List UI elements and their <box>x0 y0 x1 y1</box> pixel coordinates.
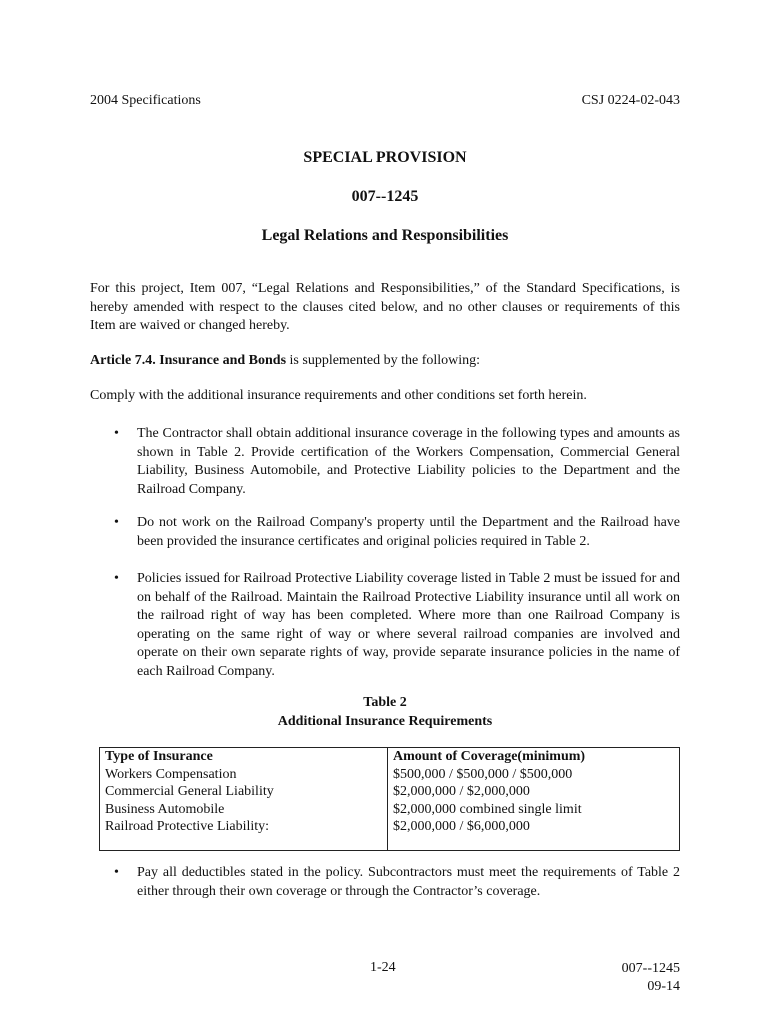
table-caption-number: Table 2 <box>363 695 407 710</box>
bullet-text: Pay all deductibles stated in the policy. Subcontractors must meet the requirements of Table 2 either through their own coverage or through the Contractor’s coverage. <box>137 865 680 899</box>
table-cell: Workers Compensation <box>100 766 388 784</box>
footer-provision-code: 007--1245 <box>621 961 680 976</box>
bullet-icon: • <box>114 865 119 880</box>
title-provision-number: 007--1245 <box>351 188 419 205</box>
table-caption-title: Additional Insurance Requirements <box>277 714 493 729</box>
table-cell: $500,000 / $500,000 / $500,000 <box>393 766 573 782</box>
article-text: is supplemented by the following: <box>286 353 481 368</box>
bullet-item <box>114 514 680 551</box>
table-cell: Railroad Protective Liability: <box>100 818 388 850</box>
footer-date: 09-14 <box>647 979 680 994</box>
table-row <box>100 801 680 819</box>
bullet-text: Do not work on the Railroad Company's property until the Department and the Railroad have been provided the insurance certificates and original policies required in Table 2. <box>137 515 680 549</box>
header-spec-year: 2004 Specifications <box>90 93 201 108</box>
bullet-text: The Contractor shall obtain additional insurance coverage in the following types and amounts as shown in Table 2. Provide certification of the Workers Compensation, Commercial General Liability, Business Automobile, and Protective Liability policies to the Department and the Railroad Company. <box>137 426 680 497</box>
footer-page-number: 1-24 <box>370 960 396 975</box>
bullet-item <box>114 570 680 681</box>
table-row <box>100 766 680 784</box>
bullet-item <box>114 864 680 901</box>
table-row <box>100 818 680 850</box>
comply-paragraph: Comply with the additional insurance requirements and other conditions set forth herein. <box>90 388 587 403</box>
title-special-provision: SPECIAL PROVISION <box>303 149 467 166</box>
table-header-cell: Amount of Coverage(minimum) <box>393 749 586 764</box>
article-heading: Article 7.4. Insurance and Bonds <box>90 353 287 368</box>
bullet-icon: • <box>114 571 119 586</box>
header-csj-number: CSJ 0224-02-043 <box>581 93 680 108</box>
bullet-icon: • <box>114 515 119 530</box>
bullet-icon: • <box>114 426 119 441</box>
article-paragraph <box>90 352 680 371</box>
table-cell: $2,000,000 / $6,000,000 <box>393 819 530 834</box>
intro-paragraph: For this project, Item 007, “Legal Relations and Responsibilities,” of the Standard Specifications, is hereby amended with respect to the clauses cited below, and no other clauses or requirements of this Item are waived or changed hereby. <box>90 281 680 333</box>
bullet-text: Policies issued for Railroad Protective Liability coverage listed in Table 2 must be issued for and on behalf of the Railroad. Maintain the Railroad Protective Liability insurance until all work on the railroad right of way has been completed. Where more than one Railroad Company is operating on the same right of way or where several railroad companies are involved and operate on their own separate rights of way, provide separate insurance policies in the name of each Railroad Company. <box>137 571 680 679</box>
table-cell: $2,000,000 / $2,000,000 <box>393 784 530 799</box>
table-cell: Business Automobile <box>100 801 388 819</box>
title-subject: Legal Relations and Responsibilities <box>261 227 509 244</box>
bullet-item <box>114 425 680 499</box>
footer-code-block <box>622 960 680 996</box>
table-cell: Commercial General Liability <box>100 783 388 801</box>
table-header-row <box>100 748 680 766</box>
table-header-cell: Type of Insurance <box>100 748 388 766</box>
table-cell: $2,000,000 combined single limit <box>393 801 582 817</box>
insurance-requirements-table <box>99 747 680 851</box>
table-row <box>100 783 680 801</box>
